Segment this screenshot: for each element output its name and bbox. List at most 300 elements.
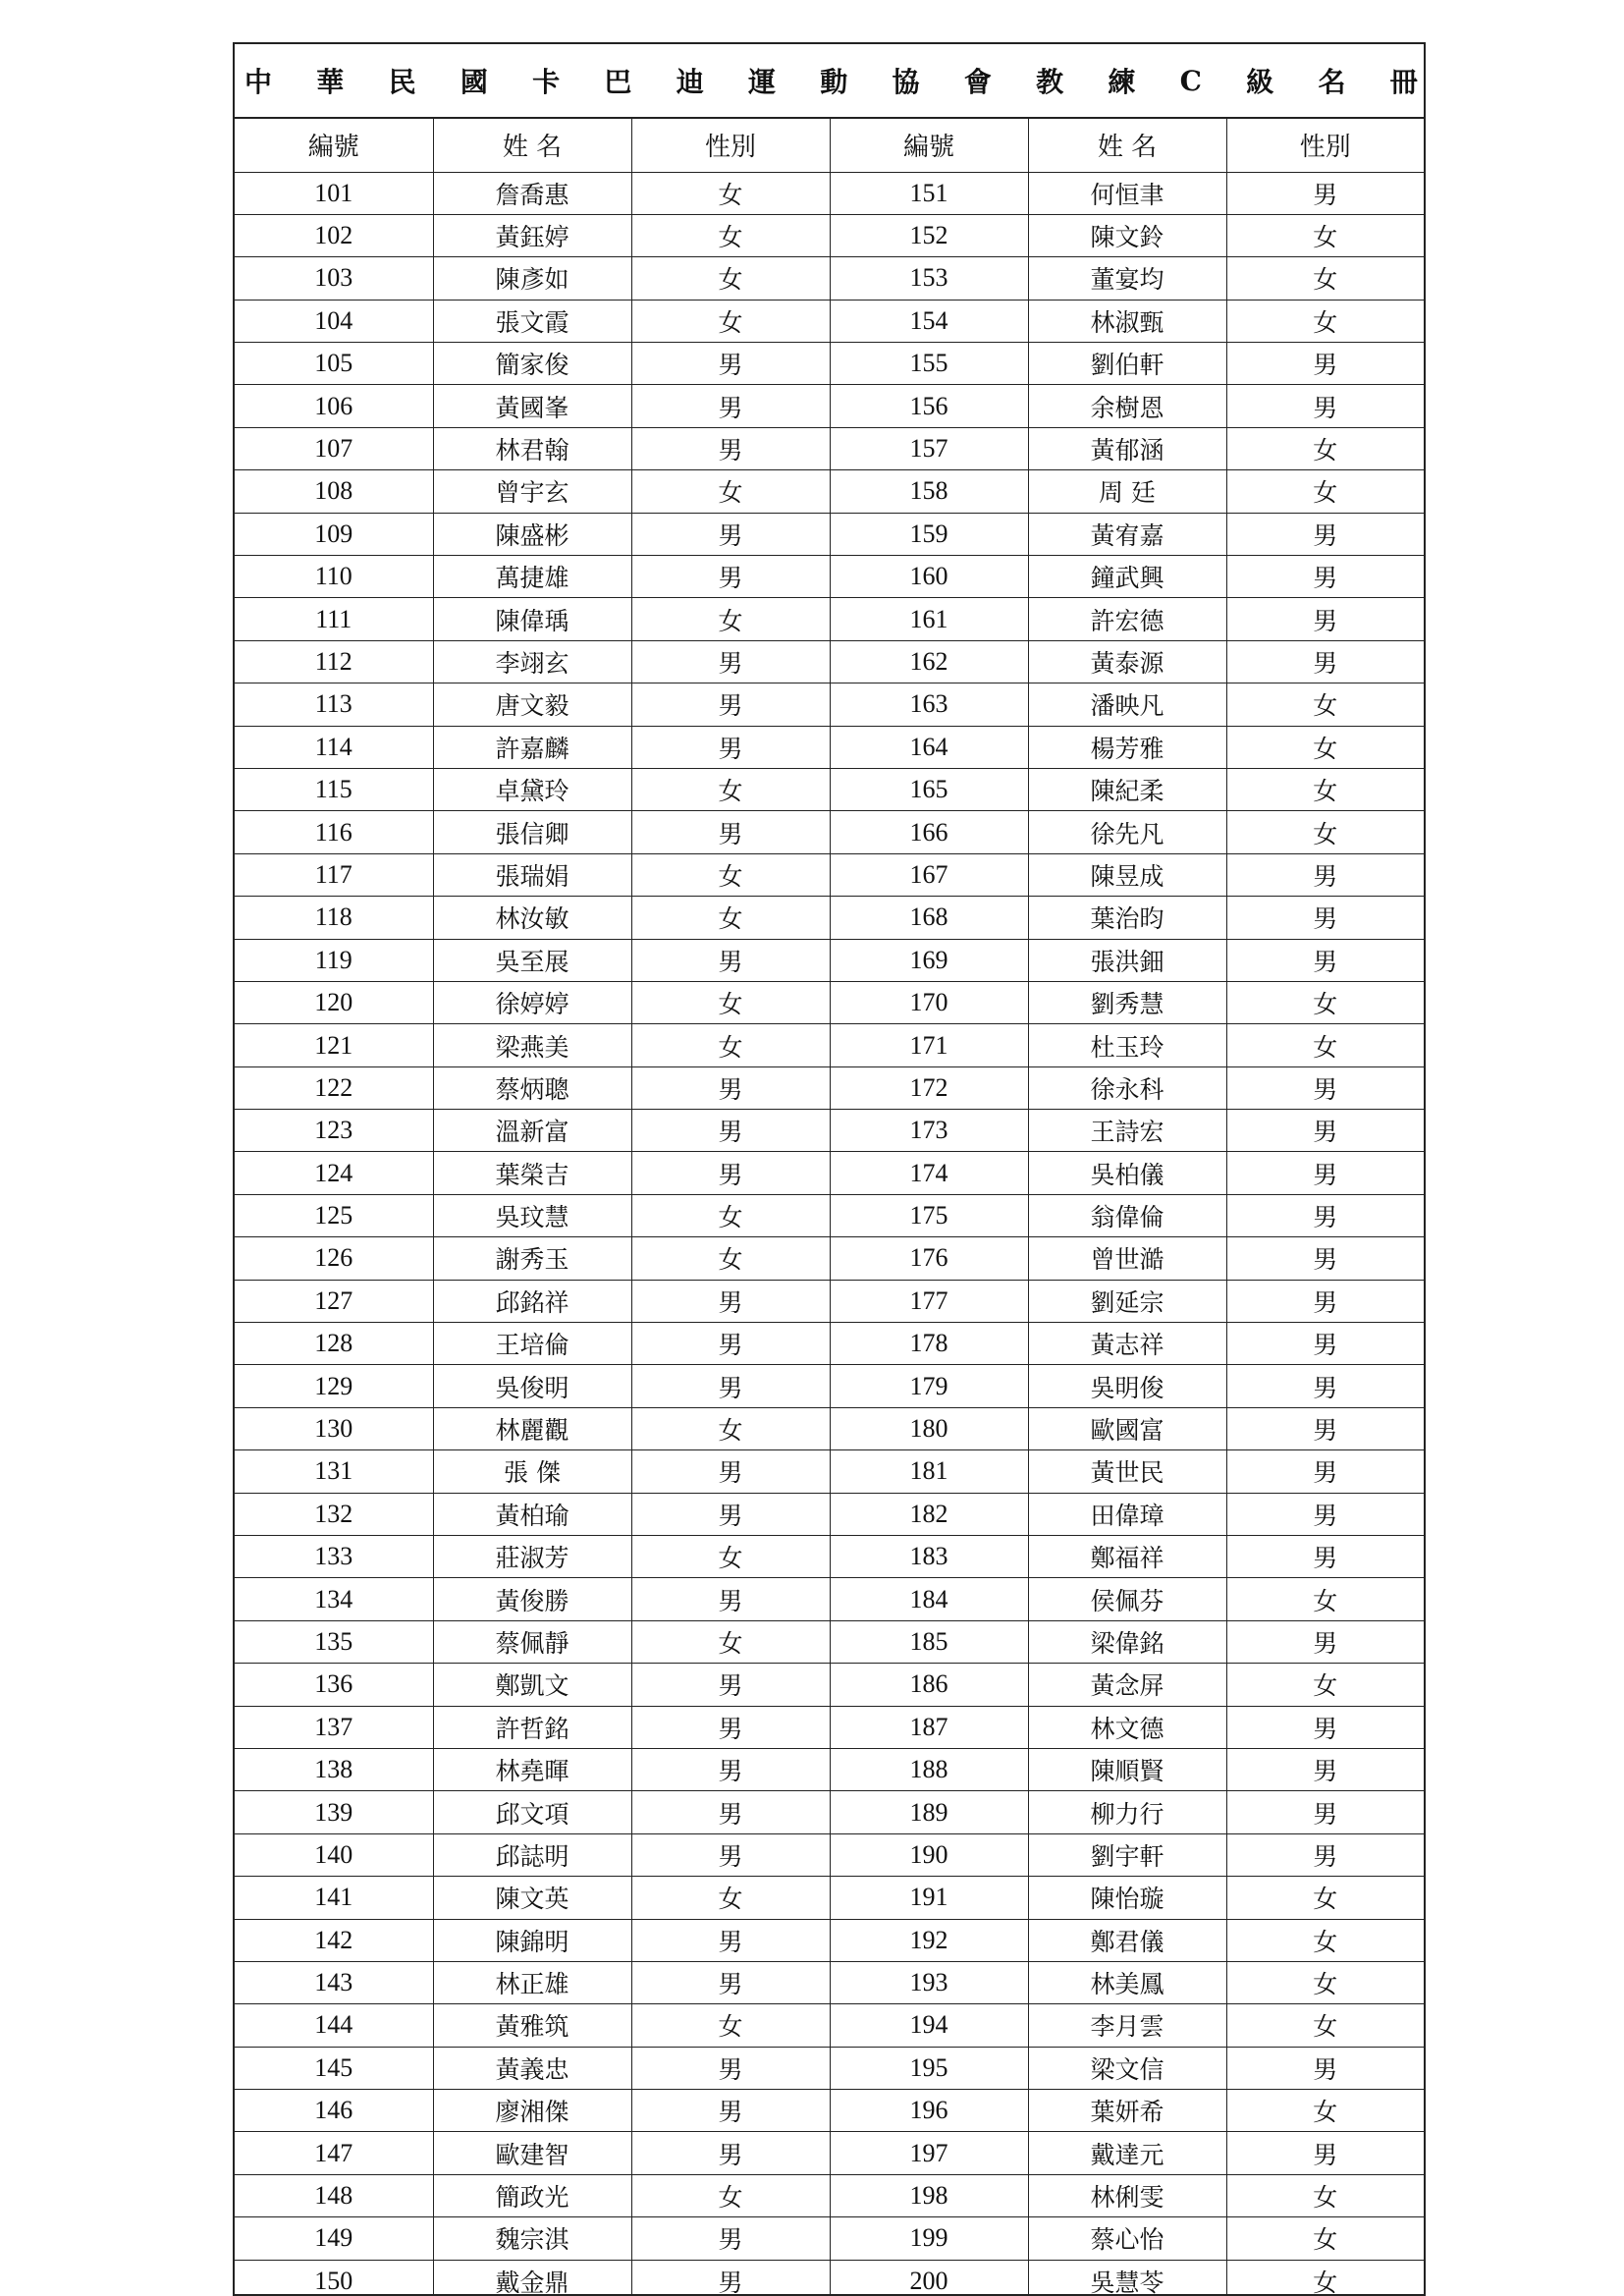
table-row	[235, 1833, 1424, 1876]
id-cell: 180	[830, 1407, 1028, 1449]
id-cell: 185	[830, 1620, 1028, 1663]
gender-cell: 男	[1226, 897, 1424, 939]
gender-cell: 女	[1226, 2004, 1424, 2047]
id-cell: 102	[235, 214, 433, 256]
gender-cell: 女	[631, 2174, 830, 2216]
id-cell: 122	[235, 1066, 433, 1109]
id-cell: 177	[830, 1280, 1028, 1322]
gender-cell: 男	[631, 2217, 830, 2260]
gender-cell: 女	[631, 1877, 830, 1919]
table-row	[235, 1536, 1424, 1578]
name-cell: 潘映凡	[1028, 683, 1226, 726]
table-row	[235, 683, 1424, 726]
name-cell: 黃志祥	[1028, 1323, 1226, 1365]
table-row	[235, 2132, 1424, 2174]
gender-cell: 男	[631, 1706, 830, 1748]
name-cell: 黃俊勝	[433, 1578, 631, 1620]
header-name-left: 姓 名	[433, 119, 631, 172]
name-cell: 鄭君儀	[1028, 1919, 1226, 1961]
id-cell: 155	[830, 343, 1028, 385]
id-cell: 166	[830, 811, 1028, 853]
table-row	[235, 726, 1424, 768]
name-cell: 曾世澔	[1028, 1237, 1226, 1280]
name-cell: 陳偉瑀	[433, 598, 631, 640]
id-cell: 200	[830, 2260, 1028, 2296]
id-cell: 147	[235, 2132, 433, 2174]
header-name-right: 姓 名	[1028, 119, 1226, 172]
gender-cell: 男	[631, 1066, 830, 1109]
id-cell: 171	[830, 1024, 1028, 1066]
id-cell: 196	[830, 2090, 1028, 2132]
id-cell: 163	[830, 683, 1028, 726]
id-cell: 110	[235, 556, 433, 598]
id-cell: 118	[235, 897, 433, 939]
id-cell: 105	[235, 343, 433, 385]
id-cell: 127	[235, 1280, 433, 1322]
name-cell: 何恒聿	[1028, 172, 1226, 214]
title-char: 冊	[1389, 66, 1418, 98]
gender-cell: 男	[1226, 513, 1424, 555]
id-cell: 117	[235, 853, 433, 896]
gender-cell: 男	[631, 1450, 830, 1493]
gender-cell: 男	[631, 556, 830, 598]
id-cell: 160	[830, 556, 1028, 598]
id-cell: 189	[830, 1791, 1028, 1833]
id-cell: 146	[235, 2090, 433, 2132]
title-char: 動	[820, 66, 848, 98]
gender-cell: 女	[631, 1407, 830, 1449]
title-char: 迪	[676, 66, 704, 98]
table-row	[235, 1152, 1424, 1194]
table-row	[235, 2174, 1424, 2216]
gender-cell: 男	[631, 1664, 830, 1706]
name-cell: 陳錦明	[433, 1919, 631, 1961]
name-cell: 葉治昀	[1028, 897, 1226, 939]
name-cell: 黃宥嘉	[1028, 513, 1226, 555]
id-cell: 120	[235, 981, 433, 1023]
gender-cell: 女	[1226, 981, 1424, 1023]
id-cell: 140	[235, 1833, 433, 1876]
gender-cell: 女	[631, 853, 830, 896]
id-cell: 136	[235, 1664, 433, 1706]
name-cell: 梁偉銘	[1028, 1620, 1226, 1663]
name-cell: 魏宗淇	[433, 2217, 631, 2260]
gender-cell: 男	[1226, 598, 1424, 640]
gender-cell: 女	[631, 897, 830, 939]
id-cell: 156	[830, 385, 1028, 427]
name-cell: 黃柏瑜	[433, 1493, 631, 1535]
name-cell: 梁文信	[1028, 2047, 1226, 2089]
title-char: 教	[1036, 66, 1064, 98]
title-char: 運	[747, 66, 776, 98]
gender-cell: 男	[1226, 343, 1424, 385]
gender-cell: 女	[631, 1024, 830, 1066]
gender-cell: 男	[631, 1919, 830, 1961]
name-cell: 李月雲	[1028, 2004, 1226, 2047]
gender-cell: 女	[631, 214, 830, 256]
id-cell: 194	[830, 2004, 1028, 2047]
id-cell: 144	[235, 2004, 433, 2047]
id-cell: 134	[235, 1578, 433, 1620]
name-cell: 詹喬惠	[433, 172, 631, 214]
gender-cell: 女	[631, 1237, 830, 1280]
table-row	[235, 811, 1424, 853]
name-cell: 邱誌明	[433, 1833, 631, 1876]
table-row	[235, 343, 1424, 385]
name-cell: 莊淑芳	[433, 1536, 631, 1578]
gender-cell: 男	[1226, 1237, 1424, 1280]
gender-cell: 男	[1226, 1152, 1424, 1194]
name-cell: 萬捷雄	[433, 556, 631, 598]
gender-cell: 男	[1226, 1110, 1424, 1152]
name-cell: 鄭福祥	[1028, 1536, 1226, 1578]
title-char: C	[1179, 64, 1202, 97]
id-cell: 198	[830, 2174, 1028, 2216]
gender-cell: 男	[1226, 385, 1424, 427]
gender-cell: 男	[1226, 2132, 1424, 2174]
id-cell: 193	[830, 1961, 1028, 2003]
name-cell: 劉伯軒	[1028, 343, 1226, 385]
id-cell: 175	[830, 1194, 1028, 1236]
id-cell: 104	[235, 300, 433, 342]
gender-cell: 男	[631, 343, 830, 385]
table-row	[235, 1919, 1424, 1961]
table-row	[235, 981, 1424, 1023]
id-cell: 126	[235, 1237, 433, 1280]
gender-cell: 女	[631, 1194, 830, 1236]
id-cell: 109	[235, 513, 433, 555]
gender-cell: 女	[631, 981, 830, 1023]
gender-cell: 女	[1226, 1664, 1424, 1706]
name-cell: 梁燕美	[433, 1024, 631, 1066]
id-cell: 137	[235, 1706, 433, 1748]
id-cell: 162	[830, 640, 1028, 683]
id-cell: 114	[235, 726, 433, 768]
name-cell: 杜玉玲	[1028, 1024, 1226, 1066]
id-cell: 132	[235, 1493, 433, 1535]
name-cell: 簡政光	[433, 2174, 631, 2216]
title-char: 卡	[532, 66, 561, 98]
table-row	[235, 1194, 1424, 1236]
gender-cell: 女	[1226, 470, 1424, 513]
id-cell: 161	[830, 598, 1028, 640]
header-id-right: 編號	[830, 119, 1028, 172]
gender-cell: 男	[1226, 1620, 1424, 1663]
gender-cell: 男	[1226, 853, 1424, 896]
id-cell: 157	[830, 427, 1028, 469]
table-row	[235, 1877, 1424, 1919]
id-cell: 129	[235, 1365, 433, 1407]
id-cell: 116	[235, 811, 433, 853]
gender-cell: 女	[1226, 768, 1424, 810]
gender-cell: 男	[1226, 1194, 1424, 1236]
name-cell: 陳昱成	[1028, 853, 1226, 896]
id-cell: 141	[235, 1877, 433, 1919]
gender-cell: 女	[1226, 1877, 1424, 1919]
name-cell: 黃念屏	[1028, 1664, 1226, 1706]
id-cell: 111	[235, 598, 433, 640]
id-cell: 123	[235, 1110, 433, 1152]
name-cell: 董宴均	[1028, 257, 1226, 300]
id-cell: 150	[235, 2260, 433, 2296]
id-cell: 128	[235, 1323, 433, 1365]
name-cell: 葉妍希	[1028, 2090, 1226, 2132]
id-cell: 192	[830, 1919, 1028, 1961]
id-cell: 143	[235, 1961, 433, 2003]
gender-cell: 男	[1226, 556, 1424, 598]
name-cell: 林正雄	[433, 1961, 631, 2003]
table-row	[235, 2217, 1424, 2260]
gender-cell: 女	[1226, 1024, 1424, 1066]
name-cell: 翁偉倫	[1028, 1194, 1226, 1236]
name-cell: 陳怡璇	[1028, 1877, 1226, 1919]
name-cell: 曾宇玄	[433, 470, 631, 513]
gender-cell: 女	[1226, 1919, 1424, 1961]
id-cell: 113	[235, 683, 433, 726]
name-cell: 張洪鈿	[1028, 939, 1226, 981]
table-row	[235, 1493, 1424, 1535]
id-cell: 121	[235, 1024, 433, 1066]
gender-cell: 男	[631, 811, 830, 853]
id-cell: 138	[235, 1748, 433, 1790]
name-cell: 歐建智	[433, 2132, 631, 2174]
id-cell: 188	[830, 1748, 1028, 1790]
gender-cell: 女	[631, 300, 830, 342]
title-char: 協	[892, 66, 920, 98]
id-cell: 174	[830, 1152, 1028, 1194]
name-cell: 張 傑	[433, 1450, 631, 1493]
table-row	[235, 1791, 1424, 1833]
gender-cell: 男	[1226, 1706, 1424, 1748]
gender-cell: 女	[1226, 1578, 1424, 1620]
gender-cell: 男	[631, 513, 830, 555]
table-row	[235, 768, 1424, 810]
name-cell: 林堯暉	[433, 1748, 631, 1790]
name-cell: 許宏德	[1028, 598, 1226, 640]
table-row	[235, 2260, 1424, 2296]
id-cell: 149	[235, 2217, 433, 2260]
gender-cell: 男	[631, 726, 830, 768]
id-cell: 167	[830, 853, 1028, 896]
id-cell: 179	[830, 1365, 1028, 1407]
id-cell: 107	[235, 427, 433, 469]
name-cell: 唐文毅	[433, 683, 631, 726]
id-cell: 164	[830, 726, 1028, 768]
name-cell: 謝秀玉	[433, 1237, 631, 1280]
title-char: 巴	[604, 66, 632, 98]
gender-cell: 女	[1226, 214, 1424, 256]
name-cell: 黃世民	[1028, 1450, 1226, 1493]
table-row	[235, 897, 1424, 939]
gender-cell: 男	[631, 939, 830, 981]
table-row	[235, 1237, 1424, 1280]
name-cell: 鄭凱文	[433, 1664, 631, 1706]
name-cell: 林麗觀	[433, 1407, 631, 1449]
name-cell: 許哲銘	[433, 1706, 631, 1748]
name-cell: 林汝敏	[433, 897, 631, 939]
name-cell: 張瑞娟	[433, 853, 631, 896]
table-row	[235, 598, 1424, 640]
header-row	[235, 119, 1424, 172]
gender-cell: 男	[1226, 1066, 1424, 1109]
name-cell: 卓黛玲	[433, 768, 631, 810]
title-char: 會	[963, 66, 992, 98]
name-cell: 蔡心怡	[1028, 2217, 1226, 2260]
id-cell: 142	[235, 1919, 433, 1961]
name-cell: 許嘉麟	[433, 726, 631, 768]
id-cell: 191	[830, 1877, 1028, 1919]
gender-cell: 男	[1226, 1536, 1424, 1578]
id-cell: 133	[235, 1536, 433, 1578]
name-cell: 陳順賢	[1028, 1748, 1226, 1790]
id-cell: 158	[830, 470, 1028, 513]
id-cell: 108	[235, 470, 433, 513]
gender-cell: 男	[1226, 2047, 1424, 2089]
gender-cell: 女	[1226, 427, 1424, 469]
gender-cell: 男	[1226, 1323, 1424, 1365]
name-cell: 徐婷婷	[433, 981, 631, 1023]
table-row	[235, 1110, 1424, 1152]
name-cell: 林文德	[1028, 1706, 1226, 1748]
gender-cell: 男	[1226, 1493, 1424, 1535]
header-id-left: 編號	[235, 119, 433, 172]
id-cell: 190	[830, 1833, 1028, 1876]
gender-cell: 男	[631, 683, 830, 726]
name-cell: 王培倫	[433, 1323, 631, 1365]
name-cell: 歐國富	[1028, 1407, 1226, 1449]
gender-cell: 男	[631, 1110, 830, 1152]
id-cell: 153	[830, 257, 1028, 300]
name-cell: 黃雅筑	[433, 2004, 631, 2047]
table-row	[235, 1066, 1424, 1109]
gender-cell: 女	[1226, 2260, 1424, 2296]
name-cell: 戴金鼎	[433, 2260, 631, 2296]
id-cell: 101	[235, 172, 433, 214]
table-row	[235, 257, 1424, 300]
table-body	[235, 172, 1424, 2296]
header-gender-left: 性別	[631, 119, 830, 172]
gender-cell: 男	[631, 1152, 830, 1194]
gender-cell: 男	[631, 2090, 830, 2132]
roster-table	[235, 119, 1424, 2296]
title-char: 華	[316, 66, 345, 98]
name-cell: 陳彥如	[433, 257, 631, 300]
roster-document	[233, 42, 1426, 2296]
gender-cell: 女	[1226, 683, 1424, 726]
name-cell: 邱銘祥	[433, 1280, 631, 1322]
id-cell: 168	[830, 897, 1028, 939]
name-cell: 蔡炳聰	[433, 1066, 631, 1109]
id-cell: 199	[830, 2217, 1028, 2260]
name-cell: 吳至展	[433, 939, 631, 981]
table-row	[235, 470, 1424, 513]
gender-cell: 女	[1226, 2174, 1424, 2216]
id-cell: 159	[830, 513, 1028, 555]
name-cell: 劉延宗	[1028, 1280, 1226, 1322]
id-cell: 182	[830, 1493, 1028, 1535]
id-cell: 173	[830, 1110, 1028, 1152]
table-row	[235, 1280, 1424, 1322]
header-gender-right: 性別	[1226, 119, 1424, 172]
id-cell: 124	[235, 1152, 433, 1194]
table-row	[235, 640, 1424, 683]
gender-cell: 男	[631, 1961, 830, 2003]
title-char: 國	[460, 66, 488, 98]
id-cell: 106	[235, 385, 433, 427]
name-cell: 簡家俊	[433, 343, 631, 385]
gender-cell: 女	[631, 172, 830, 214]
table-row	[235, 513, 1424, 555]
gender-cell: 男	[1226, 1450, 1424, 1493]
id-cell: 186	[830, 1664, 1028, 1706]
id-cell: 115	[235, 768, 433, 810]
gender-cell: 男	[1226, 1407, 1424, 1449]
name-cell: 劉秀慧	[1028, 981, 1226, 1023]
table-row	[235, 1407, 1424, 1449]
table-row	[235, 1961, 1424, 2003]
id-cell: 139	[235, 1791, 433, 1833]
name-cell: 鐘武興	[1028, 556, 1226, 598]
gender-cell: 女	[1226, 1961, 1424, 2003]
name-cell: 張文霞	[433, 300, 631, 342]
id-cell: 197	[830, 2132, 1028, 2174]
table-row	[235, 172, 1424, 214]
gender-cell: 男	[631, 2132, 830, 2174]
name-cell: 陳紀柔	[1028, 768, 1226, 810]
id-cell: 152	[830, 214, 1028, 256]
id-cell: 130	[235, 1407, 433, 1449]
name-cell: 林君翰	[433, 427, 631, 469]
name-cell: 楊芳雅	[1028, 726, 1226, 768]
table-row	[235, 300, 1424, 342]
table-row	[235, 2090, 1424, 2132]
gender-cell: 男	[1226, 172, 1424, 214]
gender-cell: 女	[631, 1620, 830, 1663]
name-cell: 邱文項	[433, 1791, 631, 1833]
name-cell: 柳力行	[1028, 1791, 1226, 1833]
id-cell: 181	[830, 1450, 1028, 1493]
table-row	[235, 1620, 1424, 1663]
name-cell: 戴達元	[1028, 2132, 1226, 2174]
table-row	[235, 1706, 1424, 1748]
title-char: 中	[244, 66, 273, 98]
title-char: 練	[1108, 66, 1136, 98]
name-cell: 溫新富	[433, 1110, 631, 1152]
id-cell: 170	[830, 981, 1028, 1023]
id-cell: 178	[830, 1323, 1028, 1365]
gender-cell: 男	[631, 1280, 830, 1322]
name-cell: 侯佩芬	[1028, 1578, 1226, 1620]
name-cell: 李翊玄	[433, 640, 631, 683]
name-cell: 吳柏儀	[1028, 1152, 1226, 1194]
id-cell: 169	[830, 939, 1028, 981]
gender-cell: 女	[631, 257, 830, 300]
name-cell: 黃國峯	[433, 385, 631, 427]
name-cell: 黃義忠	[433, 2047, 631, 2089]
id-cell: 172	[830, 1066, 1028, 1109]
gender-cell: 男	[1226, 1833, 1424, 1876]
gender-cell: 男	[1226, 939, 1424, 981]
gender-cell: 女	[1226, 2090, 1424, 2132]
table-row	[235, 1578, 1424, 1620]
id-cell: 176	[830, 1237, 1028, 1280]
name-cell: 林淑甄	[1028, 300, 1226, 342]
id-cell: 183	[830, 1536, 1028, 1578]
id-cell: 195	[830, 2047, 1028, 2089]
name-cell: 吳玟慧	[433, 1194, 631, 1236]
name-cell: 林俐雯	[1028, 2174, 1226, 2216]
table-row	[235, 1450, 1424, 1493]
